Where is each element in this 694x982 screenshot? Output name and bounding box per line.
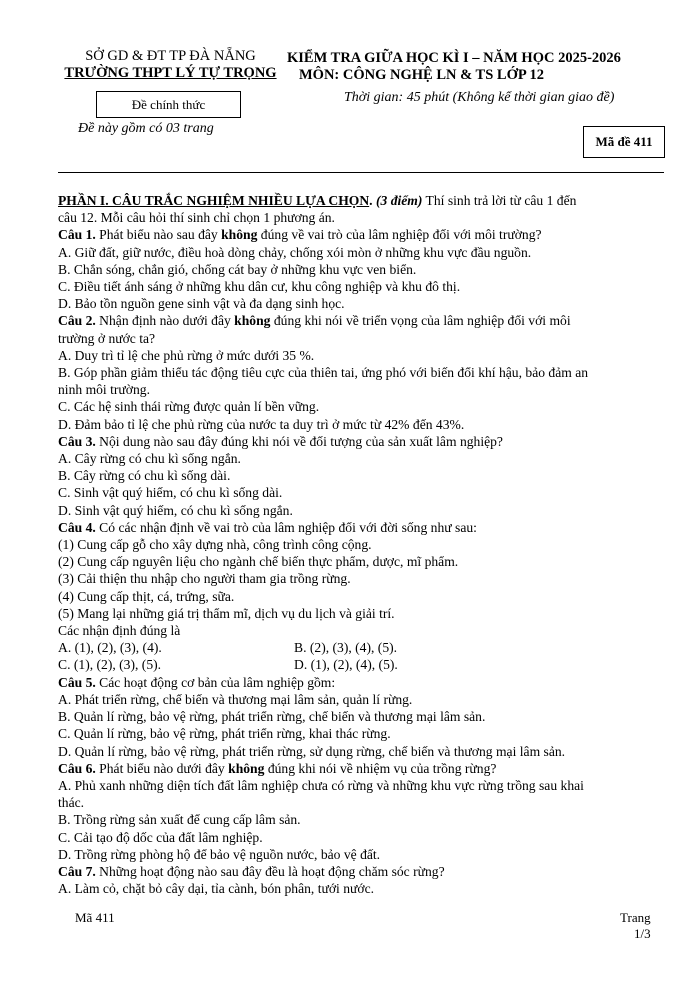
question-7: Câu 7. Những hoạt động nào sau đây đều là hoạt động chăm sóc rừng? (58, 863, 445, 879)
question-1-option-b: B. Chắn sóng, chắn gió, chống cát bay ở những khu vực ven biển. (58, 261, 417, 277)
question-2-option-b: B. Góp phần giảm thiểu tác động tiêu cực của thiên tai, ứng phó với biến đổi khí hậu, bảo đảm an (58, 365, 589, 381)
question-3-option-a: A. Cây rừng có chu kì sống ngắn. (58, 451, 241, 467)
question-4-options-row-1 (58, 639, 658, 656)
section-title: PHẦN I. CÂU TRẮC NGHIỆM NHIỀU LỰA CHỌN (58, 193, 370, 208)
question-6-option-a: A. Phủ xanh những diện tích đất lâm nghiệp chưa có rừng và những khu vực rừng trồng sau khai (58, 777, 584, 793)
department-name: SỞ GD & ĐT TP ĐÀ NẴNG (85, 48, 256, 64)
question-4-statement-5: (5) Mang lại những giá trị thẩm mĩ, dịch vụ du lịch và giải trí. (58, 605, 395, 621)
question-6-option-d: D. Trồng rừng phòng hộ để bảo vệ nguồn nước, bảo vệ đất. (58, 846, 381, 862)
question-5-option-d: D. Quản lí rừng, bảo vệ rừng, phát triển rừng, sử dụng rừng, chế biến và thương mại lâm sản. (58, 743, 566, 759)
question-7-option-a: A. Làm cỏ, chặt bỏ cây dại, tỉa cành, bón phân, tưới nước. (58, 881, 374, 897)
question-4-option-c: C. (1), (2), (3), (5). (58, 657, 162, 673)
question-1-option-d: D. Bảo tồn nguồn gene sinh vật và đa dạng sinh học. (58, 296, 345, 312)
section-points: (3 điểm) (375, 193, 423, 208)
question-6-option-b: B. Trồng rừng sản xuất để cung cấp lâm sản. (58, 812, 301, 828)
footer-exam-code: Mã 411 (75, 910, 115, 925)
section-instruction-1: Thí sinh trả lời từ câu 1 đến (422, 193, 577, 208)
question-1-option-a: A. Giữ đất, giữ nước, điều hoà dòng chảy, chống xói mòn ở những khu vực đầu nguồn. (58, 244, 532, 260)
question-6-option-a-continued: thác. (58, 795, 85, 811)
question-5-option-a: A. Phát triển rừng, chế biến và thương mại lâm sản, quản lí rừng. (58, 691, 413, 707)
question-3-option-c: C. Sinh vật quý hiếm, có chu kì sống dài. (58, 485, 283, 501)
subject-title: MÔN: CÔNG NGHỆ LN & TS LỚP 12 (299, 67, 545, 83)
header-left (58, 48, 283, 82)
school-name: TRƯỜNG THPT LÝ TỰ TRỌNG (64, 65, 277, 81)
question-5: Câu 5. Các hoạt động cơ bản của lâm nghiệp gồm: (58, 674, 336, 690)
section-instruction-2: câu 12. Mỗi câu hỏi thí sinh chỉ chọn 1 phương án. (58, 210, 335, 226)
question-4: Câu 4. Có các nhận định về vai trò của lâm nghiệp đối với đời sống như sau: (58, 519, 477, 535)
exam-code: Mã đề 411 (583, 126, 665, 158)
question-4-prompt: Các nhận định đúng là (58, 623, 181, 639)
pages-note: Đề này gồm có 03 trang (78, 121, 214, 136)
question-2-continued: trường ở nước ta? (58, 330, 156, 346)
time-note: Thời gian: 45 phút (Không kể thời gian giao đề) (344, 90, 615, 105)
question-5-option-c: C. Quản lí rừng, bảo vệ rừng, phát triển rừng, khai thác rừng. (58, 726, 391, 742)
question-4-options-row-2 (58, 656, 658, 673)
question-4-statement-2: (2) Cung cấp nguyên liệu cho ngành chế biến thực phẩm, dược, mĩ phẩm. (58, 554, 459, 570)
header-right (287, 50, 621, 84)
header-divider (58, 172, 664, 173)
question-3: Câu 3. Nội dung nào sau đây đúng khi nói về đối tượng của sản xuất lâm nghiệp? (58, 433, 503, 449)
official-label: Đề chính thức (96, 91, 241, 118)
question-3-option-b: B. Cây rừng có chu kì sống dài. (58, 468, 231, 484)
question-2: Câu 2. Nhận định nào dưới đây không đúng khi nói về triển vọng của lâm nghiệp đối với môi (58, 313, 571, 329)
question-4-statement-1: (1) Cung cấp gỗ cho xây dựng nhà, công trình công cộng. (58, 537, 372, 553)
question-2-option-d: D. Đảm bảo tỉ lệ che phủ rừng của nước ta duy trì ở mức từ 42% đến 43%. (58, 416, 465, 432)
question-2-option-a: A. Duy trì tỉ lệ che phủ rừng ở mức dưới 35 %. (58, 347, 315, 363)
footer-page-info (618, 910, 651, 942)
question-4-statement-4: (4) Cung cấp thịt, cá, trứng, sữa. (58, 588, 235, 604)
footer-page-label: Trang (620, 910, 651, 925)
question-6-option-c: C. Cải tạo độ dốc của đất lâm nghiệp. (58, 829, 263, 845)
question-4-statement-3: (3) Cải thiện thu nhập cho người tham gia trồng rừng. (58, 571, 351, 587)
exam-body (58, 192, 658, 897)
question-2-option-c: C. Các hệ sinh thái rừng được quản lí bền vững. (58, 399, 320, 415)
question-2-option-b-continued: ninh môi trường. (58, 382, 150, 398)
question-5-option-b: B. Quản lí rừng, bảo vệ rừng, phát triển rừng, chế biến và thương mại lâm sản. (58, 709, 486, 725)
footer-page-number: 1/3 (634, 926, 651, 941)
question-4-option-a: A. (1), (2), (3), (4). (58, 640, 162, 656)
question-3-option-d: D. Sinh vật quý hiếm, có chu kì sống ngắn. (58, 502, 293, 518)
question-1: Câu 1. Phát biểu nào sau đây không đúng về vai trò của lâm nghiệp đối với môi trường? (58, 227, 542, 243)
question-6: Câu 6. Phát biểu nào dưới đây không đúng khi nói về nhiệm vụ của trồng rừng? (58, 760, 497, 776)
section-heading: PHẦN I. CÂU TRẮC NGHIỆM NHIỀU LỰA CHỌN. (3 điểm) Thí sinh trả lời từ câu 1 đến (58, 193, 577, 208)
question-4-option-d: D. (1), (2), (4), (5). (294, 657, 398, 673)
question-4-option-b: B. (2), (3), (4), (5). (294, 640, 398, 656)
exam-title: KIỂM TRA GIỮA HỌC KÌ I – NĂM HỌC 2025-2026 (287, 50, 621, 66)
question-1-option-c: C. Điều tiết ánh sáng ở những khu dân cư, khu công nghiệp và khu đô thị. (58, 279, 461, 295)
